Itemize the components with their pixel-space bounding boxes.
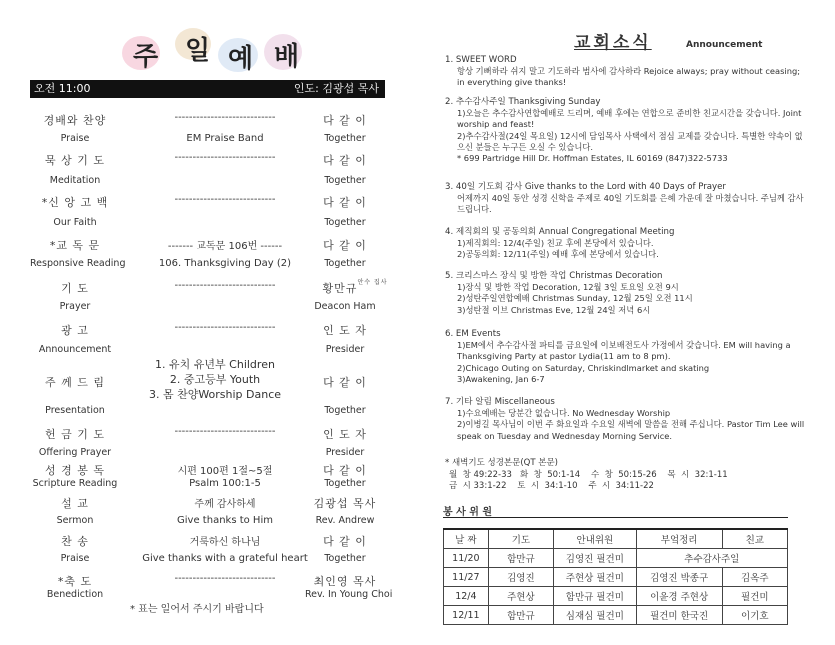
news-heading: 3. 40일 기도회 감사 Give thanks to the Lord with 40 Days of Prayer [445,182,726,192]
news-heading: 1. SWEET WORD [445,55,517,65]
news-item [445,55,810,89]
volunteer-row [444,606,788,625]
order-item-name: Meditation [49,175,101,186]
order-item-name: Prayer [59,301,91,312]
order-item-detail: ---------------------------- [174,152,276,163]
order-item-leader [305,478,385,489]
leader-name: 최인영 목사 [313,575,377,588]
order-item-leader [305,374,385,390]
order-item-name: Offering Prayer [38,447,112,458]
order-item-name: 성 경 봉 독 [45,464,105,477]
order-item-leader [305,133,385,144]
order-item-leader [305,589,393,600]
order-item-name: Responsive Reading [30,258,126,269]
order-item-name: 묵 상 기 도 [45,154,105,167]
order-item-name: Praise [60,133,90,144]
order-item-name: *교 독 문 [49,239,101,252]
worship-title-char: 배 [274,42,300,72]
volunteer-header-row [444,529,788,549]
presentation-item: 1. 유치 유년부 Children [155,358,275,371]
leader-name: Together [324,405,366,416]
worship-title-char: 예 [228,44,254,74]
order-item-leader [305,152,385,168]
volunteer-cell: 함만규 [488,606,553,625]
leader-name: 인 도 자 [323,324,367,337]
leader-name: 다 같 이 [323,535,367,548]
order-item-detail: ---------------------------- [174,194,276,205]
news-body-line: 2)공동의회: 12/11(주일) 예배 후에 본당에서 있습니다. [457,249,659,260]
news-item [445,329,810,385]
order-item-name: 설 교 [61,497,89,510]
news-body-line: 1)EM에서 추수감사절 파티를 금요일에 이보배전도사 가정에서 갖습니다. EM will having a Thanksgiving Party at pastor Lydia(11 am to 8 pm). [457,340,791,362]
volunteer-header-cell: 부엌정리 [636,529,722,549]
order-item-name: 광 고 [61,324,89,337]
order-item-name: 경배와 찬양 [43,114,107,127]
news-body-line: 2)성탄주일연합예배 Christmas Sunday, 12월 25일 오전 11시 [457,293,693,304]
volunteer-cell: 12/11 [444,606,489,625]
news-item [445,397,810,442]
leader-name: 다 같 이 [323,464,367,477]
leader-name: Presider [325,344,365,355]
volunteer-row [444,568,788,587]
news-item [445,227,810,261]
leader-name: Deacon Ham [314,301,376,312]
news-item [445,97,810,164]
news-item [445,182,810,216]
service-time: 오전 11:00 [34,82,91,95]
order-item-leader [305,533,385,549]
news-body-line: 3)성탄절 이브 Christmas Eve, 12월 24일 저녁 6시 [457,304,651,315]
news-body-line: 1)수요예배는 당분간 없습니다. No Wednesday Worship [457,408,671,419]
order-item-leader [305,462,385,478]
order-item-name: 헌 금 기 도 [45,428,105,441]
news-heading: 4. 제직회의 및 공동의회 Annual Congregational Meeting [445,227,675,237]
volunteer-row [444,549,788,568]
volunteer-cell: 함만규 [488,549,553,568]
order-item-name: *축 도 [57,575,93,588]
order-item-leader [305,301,385,312]
announcements-title: 교회소식 [574,33,652,53]
volunteer-cell: 필건미 [722,587,787,606]
news-body-line: * 699 Partridge Hill Dr. Hoffman Estates, IL 60169 (847)322-5733 [457,153,728,164]
volunteer-cell: 이기호 [722,606,787,625]
leader-name: Together [324,217,366,228]
order-item-detail: ---------------------------- [174,426,276,437]
volunteer-cell: 함만규 필건미 [554,587,637,606]
news-body-line: 항상 기뻐하라 쉬지 말고 기도하라 범사에 감사하라 Rejoice always; pray without ceasing; in everything give thanks! [457,66,801,88]
order-item-leader [305,112,385,128]
news-heading: 6. EM Events [445,329,501,339]
leader-name: 황만규 [322,282,358,295]
volunteer-cell: 김영진 [488,568,553,587]
volunteer-cell: 주현상 필건미 [554,568,637,587]
worship-title-char: 일 [185,36,211,66]
order-item-leader [305,322,385,338]
volunteer-title: 봉 사 위 원 [443,503,788,518]
leader-name: 다 같 이 [323,376,367,389]
news-heading: 2. 추수감사주일 Thanksgiving Sunday [445,97,601,107]
news-item [445,271,810,316]
order-item-name: Announcement [38,344,112,355]
news-body-line: 2)Chicago Outing on Saturday, Chriskindlmarket and skating [457,362,710,373]
order-item-detail: 시편 100편 1절~5절 [177,466,273,477]
worship-title-char: 주 [133,42,159,72]
order-item-leader [305,495,385,511]
order-item-name: *신 앙 고 백 [41,196,109,209]
leader-name: Together [324,133,366,144]
order-item-detail: ---------------------------- [174,280,276,291]
order-item-detail: ---------------------------- [174,322,276,333]
news-heading: 7. 기타 알림 Miscellaneous [445,397,555,407]
order-item-leader [305,175,385,186]
volunteer-row [444,587,788,606]
order-item-detail: Psalm 100:1-5 [189,478,261,489]
order-item-detail: 주께 감사하세 [194,499,256,510]
order-item-detail: EM Praise Band [186,133,264,144]
order-item-leader [305,573,385,589]
order-item-name: 주 께 드 림 [45,376,105,389]
volunteer-header-cell: 친교 [722,529,787,549]
order-item-leader [305,344,385,355]
leader-name: 김광섭 목사 [313,497,377,510]
order-item-name: Our Faith [53,217,97,228]
announcements-subtitle: Announcement [686,40,763,50]
order-item-detail: Give thanks to Him [177,515,273,526]
order-item-leader [305,447,385,458]
news-body-line: 2)이병길 목사님이 이번 주 화요일과 수요일 새벽에 말씀을 전해 주십니다. Pastor Tim Lee will speak on Tuesday and Wednesday Morning Service. [457,419,805,441]
volunteer-table [443,528,788,625]
leader-name: Together [324,175,366,186]
leader-name: Together [324,258,366,269]
order-item-leader [305,217,385,228]
leader-name: 다 같 이 [323,196,367,209]
order-item-leader [305,405,385,416]
presentation-items [130,357,300,402]
qt-title: * 새벽기도 성경본문(QT 본문) [445,458,558,468]
volunteer-cell: 필건미 한국진 [636,606,722,625]
order-item-leader [305,279,388,296]
leader-name: 다 같 이 [323,114,367,127]
order-item-detail: ---------------------------- [174,573,276,584]
order-item-detail: ---------------------------- [174,112,276,123]
order-item-detail: ------- 교독문 106번 ------ [167,241,283,252]
leader-name: 인 도 자 [323,428,367,441]
order-item-leader [305,515,385,526]
volunteer-header-cell: 안내위원 [554,529,637,549]
order-item-leader [305,237,385,253]
leader-name: Together [324,478,366,489]
volunteer-header-cell: 기도 [488,529,553,549]
leader-name: 다 같 이 [323,239,367,252]
volunteer-cell-merged: 추수감사주일 [636,549,787,568]
qt-section [445,458,815,493]
leader-name: Rev. Andrew [315,515,375,526]
order-item-detail: 거룩하신 하나님 [189,537,261,548]
leader-name: Together [324,553,366,564]
presentation-item: 3. 몸 찬양Worship Dance [148,388,282,401]
service-header-bar [30,80,385,98]
order-item-name: 기 도 [61,282,89,295]
order-item-leader [305,426,385,442]
volunteer-cell: 김영진 박종구 [636,568,722,587]
order-item-name: Sermon [56,515,94,526]
order-item-detail: 106. Thanksgiving Day (2) [158,258,292,269]
news-body-line: 1)제직회의: 12/4(주일) 친교 후에 본당에서 있습니다. [457,238,654,249]
leader-name: Rev. In Young Choi [305,589,393,600]
order-item-detail: Give thanks with a grateful heart [142,553,308,564]
volunteer-cell: 이윤경 주현상 [636,587,722,606]
leader-name: 다 같 이 [323,154,367,167]
news-heading: 5. 크리스마스 장식 및 방한 작업 Christmas Decoration [445,271,663,281]
qt-line: 금 시 33:1-22 토 시 34:1-10 주 시 34:11-22 [449,481,654,491]
leader-name: Presider [325,447,365,458]
volunteer-cell: 김옥주 [722,568,787,587]
order-item-leader [305,258,385,269]
order-item-leader [305,194,385,210]
presentation-item: 2. 중고등부 Youth [169,373,261,386]
order-item-name: Presentation [45,405,105,416]
news-body-line: 3)Awakening, Jan 6-7 [457,373,545,384]
order-item-leader [305,553,385,564]
volunteer-cell: 김영진 필건미 [554,549,637,568]
order-item-name: Praise [60,553,90,564]
order-item-name: 찬 송 [61,535,89,548]
news-body-line: 1)오늘은 추수감사연합예배로 드리며, 예배 후에는 연합으로 준비한 친교시간을 갖습니다. Joint worship and feast! [457,108,802,130]
volunteer-header-cell: 날 짜 [444,529,489,549]
news-body-line: 2)추수감사절(24일 목요일) 12시에 담임목사 사택에서 점심 교제를 갖습니다. 특별한 약속이 없으신 분들은 누구든 오실 수 있습니다. [457,130,803,152]
volunteer-cell: 심재심 필건미 [554,606,637,625]
volunteer-cell: 11/27 [444,568,489,587]
qt-line: 월 창 49:22-33 화 창 50:1-14 수 창 50:15-26 목 시 32:1-11 [449,469,728,480]
volunteer-cell: 12/4 [444,587,489,606]
news-body-line: 어제까지 40일 동안 성경 신학을 주제로 40일 기도회를 은혜 가운데 잘 마쳤습니다. 주님께 감사드립니다. [457,193,804,215]
news-body-line: 1)장식 및 방한 작업 Decoration, 12월 3일 토요일 오전 9시 [457,282,679,293]
volunteer-cell: 주현상 [488,587,553,606]
volunteer-cell: 11/20 [444,549,489,568]
order-item-name: Benediction [46,589,104,600]
standing-note: * 표는 일어서 주시기 바랍니다 [130,604,264,615]
leader-title-sup: 안수 집사 [357,279,388,286]
order-item-name: Scripture Reading [32,478,118,489]
service-leader: 인도: 김광섭 목사 [293,82,379,95]
